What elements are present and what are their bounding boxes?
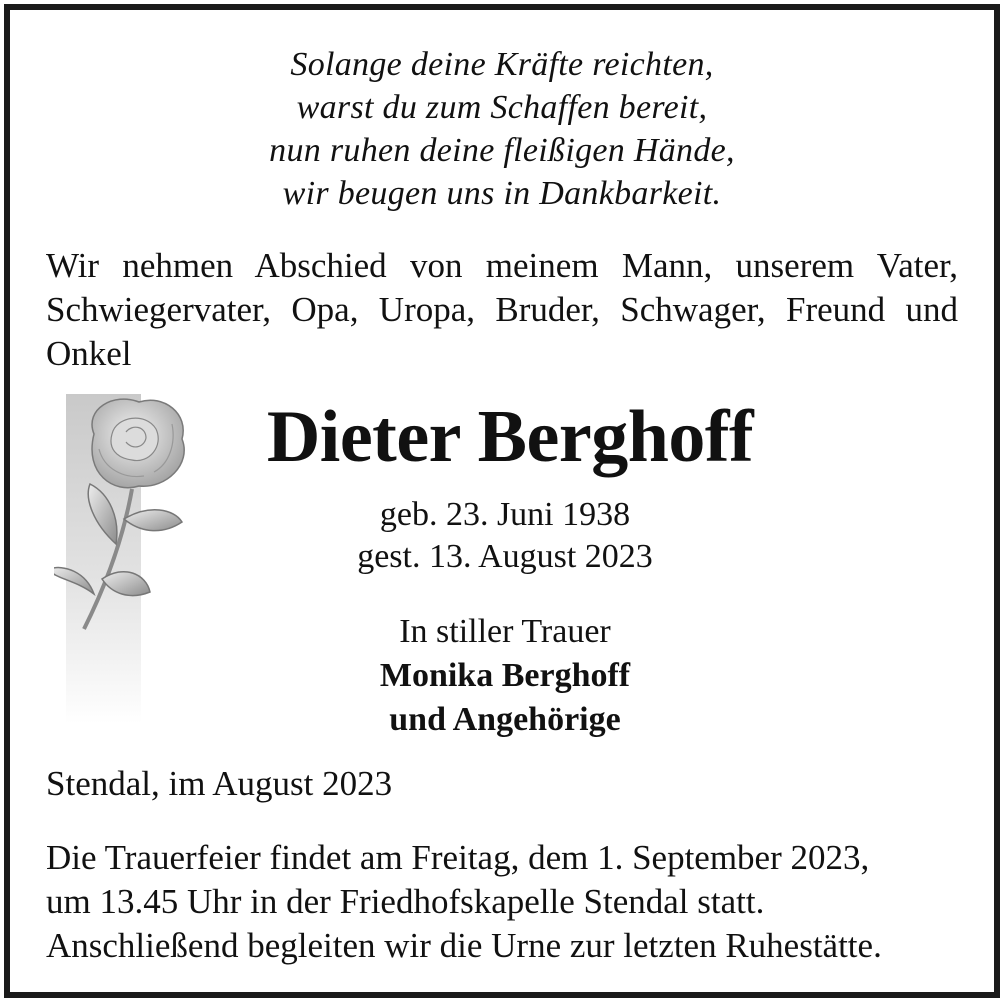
place-and-date: Stendal, im August 2023 <box>46 764 393 803</box>
funeral-line-1: Die Trauerfeier findet am Freitag, dem 1. September 2023, <box>46 838 870 877</box>
obituary-frame <box>4 4 1000 998</box>
funeral-line-3: Anschließend begleiten wir die Urne zur letzten Ruhestätte. <box>46 926 882 965</box>
death-date: gest. 13. August 2023 <box>357 538 653 575</box>
birth-date: geb. 23. Juni 1938 <box>379 496 631 533</box>
mourner-family: und Angehörige <box>389 701 621 738</box>
poem <box>10 43 994 215</box>
life-dates <box>210 494 800 578</box>
poem-line-2: warst du zum Schaffen bereit, <box>296 89 708 126</box>
poem-line-4: wir beugen uns in Dankbarkeit. <box>282 175 722 212</box>
deceased-name: Dieter Berghoff <box>266 396 754 478</box>
funeral-line-2: um 13.45 Uhr in der Friedhofskapelle Stendal statt. <box>46 882 765 921</box>
mourners-block <box>210 610 800 742</box>
poem-line-1: Solange deine Kräfte reichten, <box>290 46 714 83</box>
funeral-details <box>46 836 966 968</box>
mourner-name: Monika Berghoff <box>379 657 631 694</box>
rose-icon <box>54 394 204 724</box>
farewell-intro: Wir nehmen Abschied von meinem Mann, unserem Vater, Schwiegervater, Opa, Uropa, Bruder, Schwager, Freund und Onkel <box>46 246 958 373</box>
poem-line-3: nun ruhen deine fleißigen Hände, <box>269 132 735 169</box>
mourning-phrase: In stiller Trauer <box>399 613 611 650</box>
